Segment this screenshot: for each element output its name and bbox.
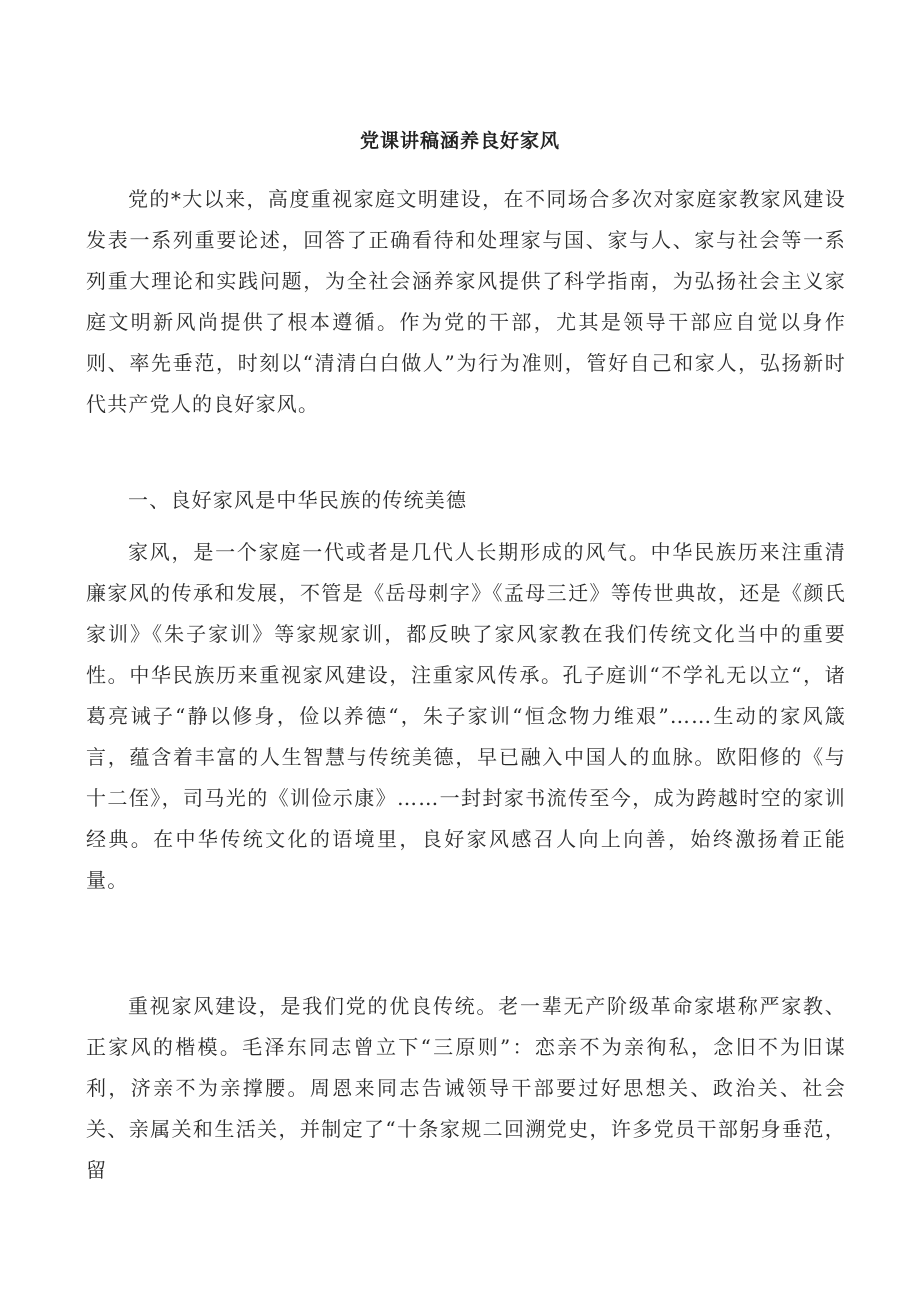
section-heading-1: 一、良好家风是中华民族的传统美德 xyxy=(128,488,468,512)
paragraph-family-tradition: 家风，是一个家庭一代或者是几代人长期形成的风气。中华民族历来注重清廉家风的传承和发展，不管是《岳母刺字》《孟母三迁》等传世典故，还是《颜氏家训》《朱子家训》等家规家训，都反映了家风家教在我们传统文化当中的重要性。中华民族历来重视家风建设，注重家风传承。孔子庭训“不学礼无以立“，诸葛亮诫子“静以修身，俭以养德“，朱子家训“恒念物力维艰”……生动的家风箴言，蕴含着丰富的人生智慧与传统美德，早已融入中国人的血脉。欧阳修的《与十二侄》，司马光的《训俭示康》……一封封家书流传至今，成为跨越时空的家训经典。在中华传统文化的语境里，良好家风感召人向上向善，始终激扬着正能量。 xyxy=(86,540,846,892)
paragraph-intro: 党的*大以来，高度重视家庭文明建设，在不同场合多次对家庭家教家风建设发表一系列重要论述，回答了正确看待和处理家与国、家与人、家与社会等一系列重大理论和实践问题，为全社会涵养家风提供了科学指南，为弘扬社会主义家庭文明新风尚提供了根本遵循。作为党的干部，尤其是领导干部应自觉以身作则、率先垂范，时刻以“清清白白做人”为行为准则，管好自己和家人，弘扬新时代共产党人的良好家风。 xyxy=(86,187,846,416)
document-title: 党课讲稿涵养良好家风 xyxy=(359,130,560,152)
paragraph-party-tradition: 重视家风建设，是我们党的优良传统。老一辈无产阶级革命家堪称严家教、正家风的楷模。毛泽东同志曾立下“三原则”：恋亲不为亲徇私，念旧不为旧谋利，济亲不为亲撑腰。周恩来同志告诫领导干部要过好思想关、政治关、社会关、亲属关和生活关，并制定了“十条家规二回溯党史，许多党员干部躬身垂范，留 xyxy=(86,994,846,1182)
